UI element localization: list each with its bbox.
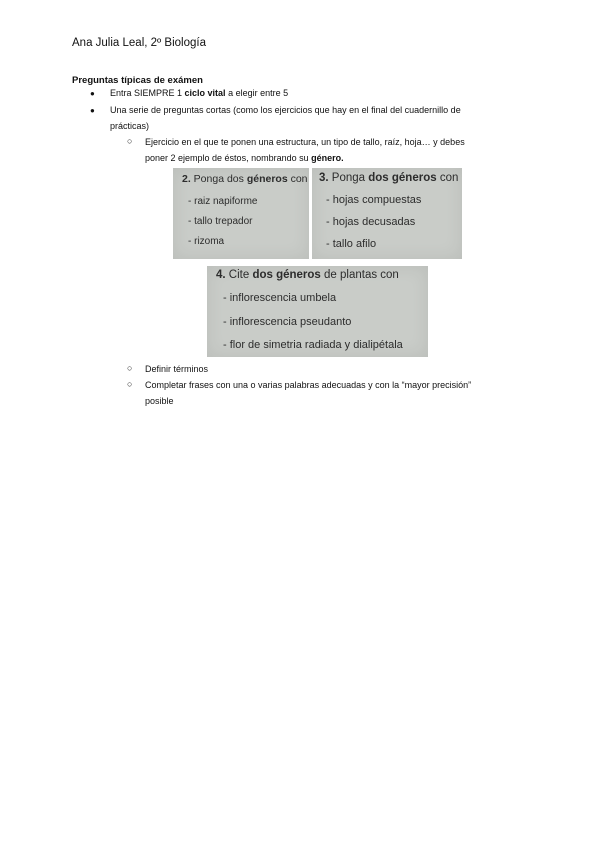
bullet-icon: ● xyxy=(90,89,95,98)
bullet-item-preguntas-cortas-cont: prácticas) xyxy=(110,121,150,131)
sub-bullet-icon: ○ xyxy=(127,363,133,373)
question-text-bold: géneros xyxy=(246,173,288,185)
question-text: de plantas con xyxy=(320,269,399,281)
question-2-title xyxy=(182,173,308,185)
sub-bullet-completar: Completar frases con una o varias palabras adecuadas y con la “mayor precisión” xyxy=(145,380,472,390)
question-number: 3. xyxy=(319,172,329,184)
question-3-item: - hojas decusadas xyxy=(326,216,416,228)
section-title: Preguntas típicas de exámen xyxy=(72,75,203,86)
sub-bullet-definir: Definir términos xyxy=(145,364,209,374)
exam-question-4-image xyxy=(207,266,428,357)
bullet-item-ciclo-vital xyxy=(110,86,288,101)
bullet-text-pre: Entra SIEMPRE 1 xyxy=(110,88,185,98)
sub-bullet-text-pre: poner 2 ejemplo de éstos, nombrando su xyxy=(145,153,312,163)
question-3-item: - tallo afilo xyxy=(326,238,377,250)
exam-question-2-image xyxy=(173,168,309,259)
sub-bullet-completar-cont: posible xyxy=(145,396,174,406)
question-text-bold: dos géneros xyxy=(252,269,321,281)
sub-bullet-ejercicio: Ejercicio en el que te ponen una estructura, un tipo de tallo, raíz, hoja… y debes xyxy=(145,137,465,147)
question-text: Ponga dos xyxy=(190,173,247,185)
sub-bullet-icon: ○ xyxy=(127,379,133,389)
question-number: 2. xyxy=(182,173,191,185)
question-text: Ponga xyxy=(328,172,369,184)
question-2-item: - tallo trepador xyxy=(188,216,253,227)
question-text-bold: dos géneros xyxy=(368,172,437,184)
bullet-text-bold: ciclo vital xyxy=(184,88,226,98)
question-text: con xyxy=(287,173,308,185)
exam-question-3-image xyxy=(312,168,462,259)
question-2-item: - raiz napiforme xyxy=(188,196,258,207)
question-text: Cite xyxy=(225,269,253,281)
question-number: 4. xyxy=(216,269,226,281)
sub-bullet-icon: ○ xyxy=(127,136,133,146)
question-3-title xyxy=(319,172,458,184)
question-4-item: - inflorescencia pseudanto xyxy=(223,316,352,328)
bullet-icon: ● xyxy=(90,106,95,115)
document-header: Ana Julia Leal, 2º Biología xyxy=(72,37,206,49)
question-text: con xyxy=(436,172,459,184)
question-4-item: - inflorescencia umbela xyxy=(223,292,337,304)
question-2-item: - rizoma xyxy=(188,236,225,247)
question-4-item: - flor de simetria radiada y dialipétala xyxy=(223,339,403,351)
question-3-item: - hojas compuestas xyxy=(326,194,422,206)
question-4-title xyxy=(216,269,399,281)
bullet-text-post: a elegir entre 5 xyxy=(225,88,289,98)
sub-bullet-text-bold: género. xyxy=(311,153,344,163)
bullet-item-preguntas-cortas: Una serie de preguntas cortas (como los ejercicios que hay en el final del cuadernillo de xyxy=(110,105,461,115)
sub-bullet-ejercicio-cont xyxy=(145,151,344,166)
